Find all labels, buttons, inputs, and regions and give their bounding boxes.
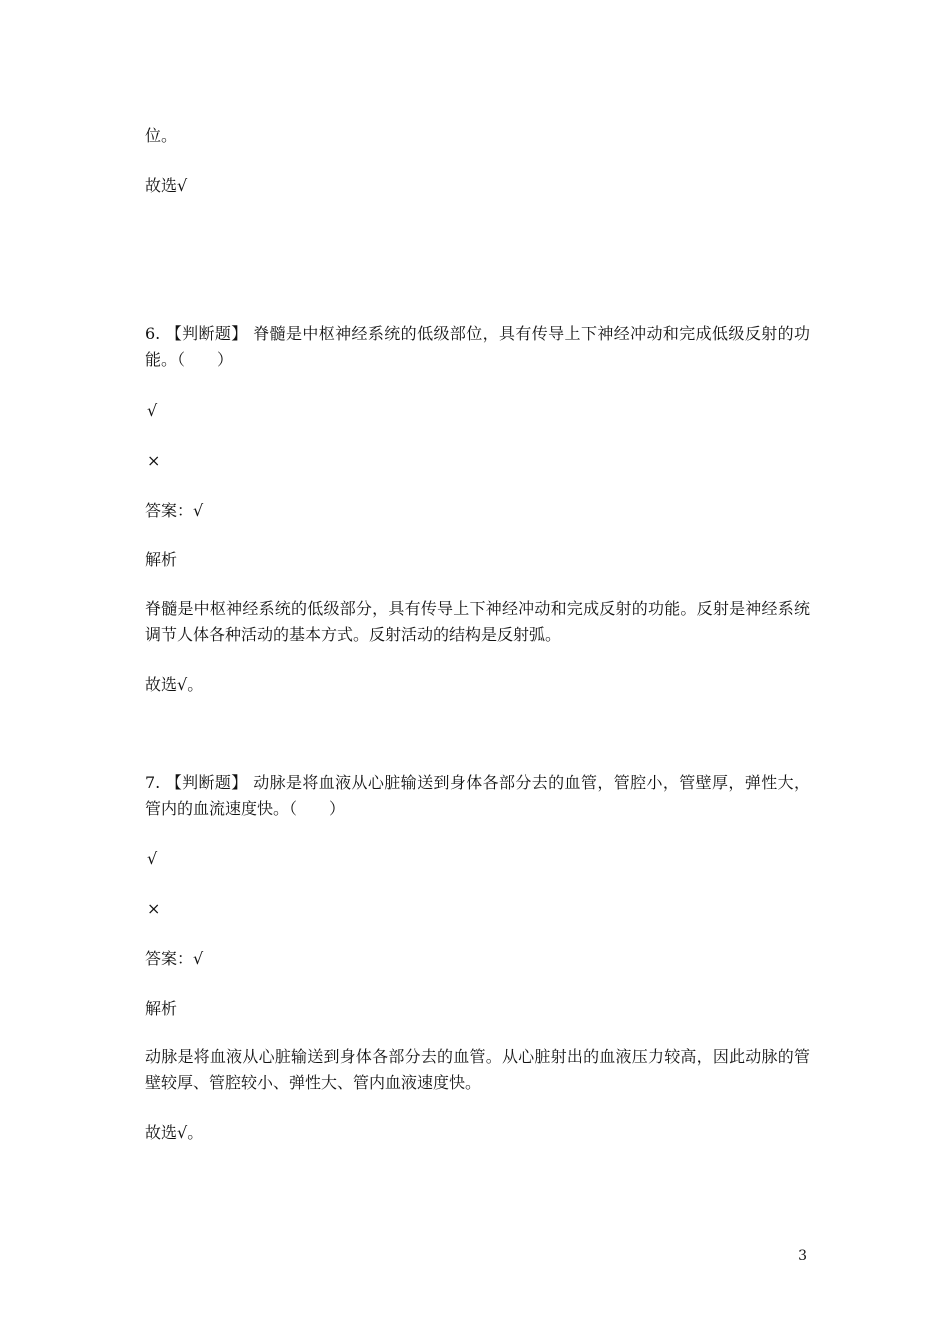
question-7-analysis: 动脉是将血液从心脏输送到身体各部分去的血管。从心脏射出的血液压力较高，因此动脉的管壁较厚、管腔较小、弹性大、管内血液速度快。 [145, 1047, 810, 1092]
question-7-analysis-label: 解析 [145, 999, 178, 1018]
question-6-analysis: 脊髓是中枢神经系统的低级部分，具有传导上下神经冲动和完成反射的功能。反射是神经系统调节人体各种活动的基本方式。反射活动的结构是反射弧。 [145, 599, 810, 644]
question-7-option-true: √ [147, 849, 158, 868]
question-7-type: 【判断题】 [165, 773, 248, 792]
question-6-answer: 答案：√ [145, 501, 204, 520]
page-number: 3 [798, 1248, 807, 1264]
question-6-option-false: × [147, 451, 161, 470]
question-7-stem [145, 770, 810, 822]
question-6-text: 脊髓是中枢神经系统的低级部位，具有传导上下神经冲动和完成低级反射的功能。（ ） [145, 324, 810, 369]
question-7-conclusion: 故选√。 [145, 1123, 204, 1142]
continuation-text: 位。 [145, 126, 178, 145]
question-7-answer: 答案：√ [145, 949, 204, 968]
question-6-conclusion: 故选√。 [145, 675, 204, 694]
question-7-number: 7. [145, 773, 161, 792]
question-6-type: 【判断题】 [165, 324, 248, 343]
question-6-stem [145, 321, 810, 373]
question-7-text: 动脉是将血液从心脏输送到身体各部分去的血管，管腔小，管壁厚，弹性大，管内的血流速度快。（ ） [145, 773, 810, 818]
continuation-conclusion: 故选√ [145, 176, 188, 195]
question-6-analysis-label: 解析 [145, 550, 178, 569]
question-6-option-true: √ [147, 401, 158, 420]
question-7-option-false: × [147, 899, 161, 918]
question-6-number: 6. [145, 324, 161, 343]
